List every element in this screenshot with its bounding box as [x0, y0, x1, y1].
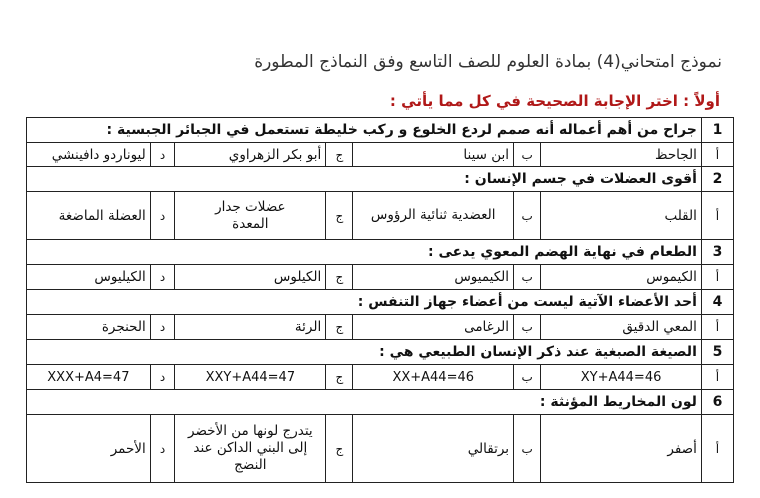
- option-letter-d: د: [150, 365, 175, 390]
- option-letter-d: د: [150, 192, 175, 240]
- options-row: [27, 192, 734, 240]
- option-c[interactable]: الرئة: [175, 315, 326, 340]
- section-heading: أولاً : اختر الإجابة الصحيحة في كل مما يأتي :: [389, 92, 720, 110]
- option-letter-d: د: [150, 265, 175, 290]
- options-row: [27, 365, 734, 390]
- options-row: [27, 415, 734, 483]
- question-number: 4: [701, 290, 733, 315]
- question-row: [27, 390, 734, 415]
- option-letter-b: ب: [514, 192, 541, 240]
- question-text: لون المخاريط المؤنثة :: [27, 390, 702, 415]
- option-letter-b: ب: [514, 365, 541, 390]
- option-c-text: عضلات جدار المعدة: [215, 198, 286, 232]
- option-b[interactable]: الكيميوس: [353, 265, 514, 290]
- option-letter-d: د: [150, 143, 175, 167]
- questions-table: [26, 117, 734, 483]
- option-letter-c: ج: [326, 265, 353, 290]
- option-a[interactable]: الكيموس: [541, 265, 702, 290]
- option-letter-a: أ: [701, 192, 733, 240]
- question-number: 1: [701, 118, 733, 143]
- question-row: [27, 290, 734, 315]
- option-letter-b: ب: [514, 315, 541, 340]
- question-text: الصيغة الصبغية عند ذكر الإنسان الطبيعي هي :: [27, 340, 702, 365]
- option-a[interactable]: أصفر: [541, 415, 702, 483]
- option-letter-a: أ: [701, 265, 733, 290]
- option-letter-c: ج: [326, 143, 353, 167]
- question-text: أحد الأعضاء الآتية ليست من أعضاء جهاز التنفس :: [27, 290, 702, 315]
- option-letter-c: ج: [326, 365, 353, 390]
- option-b[interactable]: الرغامى: [353, 315, 514, 340]
- option-letter-d: د: [150, 415, 175, 483]
- option-letter-b: ب: [514, 265, 541, 290]
- option-d[interactable]: XXX+A4=47: [27, 365, 151, 390]
- question-row: [27, 340, 734, 365]
- question-number: 2: [701, 167, 733, 192]
- question-text: الطعام في نهاية الهضم المعوي يدعى :: [27, 240, 702, 265]
- option-c[interactable]: [175, 192, 326, 240]
- option-a[interactable]: الجاحظ: [541, 143, 702, 167]
- option-letter-a: أ: [701, 365, 733, 390]
- option-c[interactable]: XXY+A44=47: [175, 365, 326, 390]
- question-number: 5: [701, 340, 733, 365]
- option-d[interactable]: الكيليوس: [27, 265, 151, 290]
- option-letter-c: ج: [326, 192, 353, 240]
- option-c[interactable]: أبو بكر الزهراوي: [175, 143, 326, 167]
- option-letter-d: د: [150, 315, 175, 340]
- question-number: 6: [701, 390, 733, 415]
- option-letter-c: ج: [326, 315, 353, 340]
- question-row: [27, 118, 734, 143]
- option-a[interactable]: XY+A44=46: [541, 365, 702, 390]
- option-letter-a: أ: [701, 143, 733, 167]
- option-a[interactable]: المعي الدقيق: [541, 315, 702, 340]
- option-b[interactable]: XX+A44=46: [353, 365, 514, 390]
- option-d[interactable]: ليوناردو دافينشي: [27, 143, 151, 167]
- option-b-text: العضدية ثنائية الرؤوس: [370, 207, 496, 223]
- options-row: [27, 315, 734, 340]
- option-letter-b: ب: [514, 415, 541, 483]
- option-b[interactable]: ابن سينا: [353, 143, 514, 167]
- option-d[interactable]: الحنجرة: [27, 315, 151, 340]
- option-b[interactable]: [353, 192, 514, 240]
- option-d[interactable]: العضلة الماضغة: [27, 192, 151, 240]
- option-c-text: يتدرج لونها من الأخضر إلى البني الداكن عند النضج: [188, 423, 313, 473]
- option-c[interactable]: الكيلوس: [175, 265, 326, 290]
- option-d[interactable]: الأحمر: [27, 415, 151, 483]
- option-letter-b: ب: [514, 143, 541, 167]
- question-row: [27, 167, 734, 192]
- question-row: [27, 240, 734, 265]
- question-text: جراح من أهم أعماله أنه صمم لردع الخلوع و ركب خليطة تستعمل في الجبائر الجبسية :: [27, 118, 702, 143]
- exam-title: نموذج امتحاني(4) بمادة العلوم للصف التاسع وفق النماذج المطورة: [254, 52, 722, 72]
- option-letter-a: أ: [701, 315, 733, 340]
- question-number: 3: [701, 240, 733, 265]
- options-row: [27, 265, 734, 290]
- option-letter-c: ج: [326, 415, 353, 483]
- option-b[interactable]: برتقالي: [353, 415, 514, 483]
- option-letter-a: أ: [701, 415, 733, 483]
- options-row: [27, 143, 734, 167]
- question-text: أقوى العضلات في جسم الإنسان :: [27, 167, 702, 192]
- option-c[interactable]: [175, 415, 326, 483]
- option-a[interactable]: القلب: [541, 192, 702, 240]
